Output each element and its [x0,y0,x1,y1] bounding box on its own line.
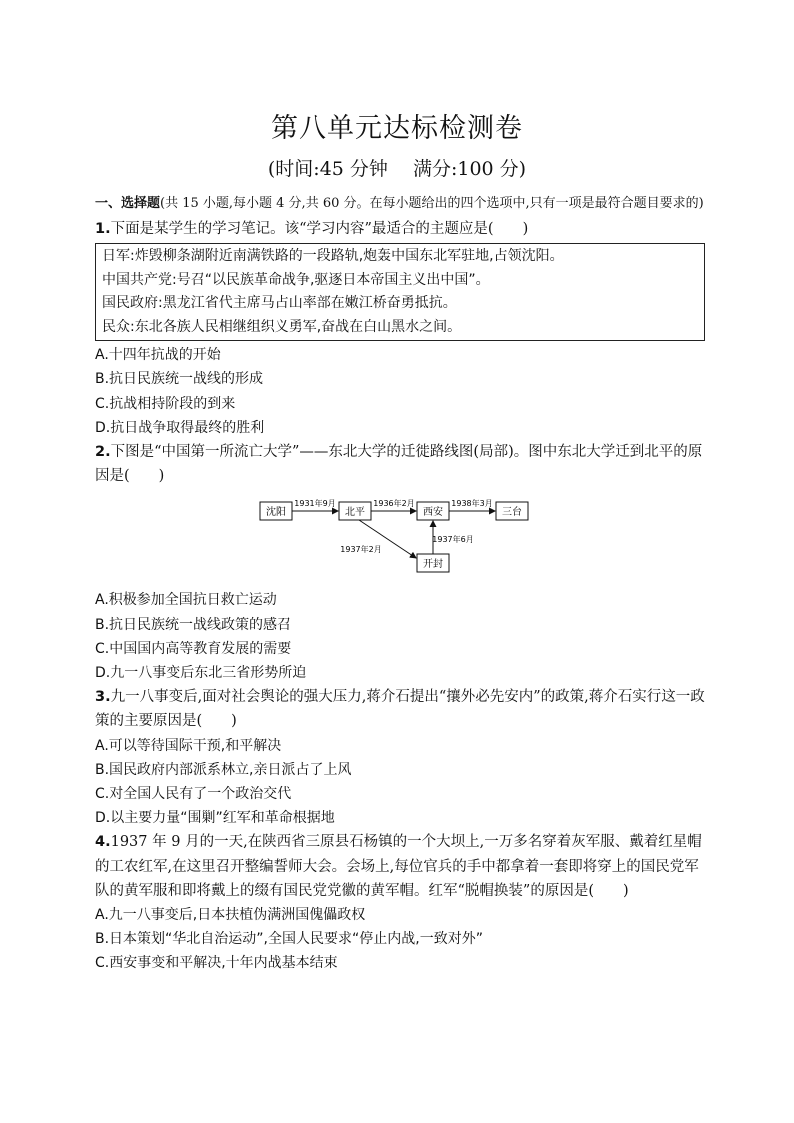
question-stem: 下面是某学生的学习笔记。该“学习内容”最适合的主题应是( ) [110,221,529,237]
note-line: 日军:炸毁柳条湖附近南满铁路的一段路轨,炮轰中国东北军驻地,占领沈阳。 [102,248,564,265]
option-a: A.积极参加全国抗日救亡运动 [95,592,277,609]
option-c: C.西安事变和平解决,十年内战基本结束 [95,955,338,972]
option-b: B.抗日民族统一战线政策的感召 [95,616,292,633]
option-d: D.抗日战争取得最终的胜利 [95,419,265,436]
city-node-kaifeng [417,554,449,572]
note-line: 中国共产党:号召“以民族革命战争,驱逐日本帝国主义出中国”。 [102,271,490,288]
city-node-beiping [339,502,371,520]
question-number: 4. [95,834,111,851]
question-number: 3. [95,689,111,706]
svg-text:西安: 西安 [423,507,443,519]
svg-text:沈阳: 沈阳 [266,507,286,519]
section-instructions: (共 15 小题,每小题 4 分,共 60 分。在每小题给出的四个选项中,只有一项是最符合题目要求的) [160,196,704,211]
exam-content [95,193,707,976]
question-3 [95,685,707,733]
question-stem: 1937 年 9 月的一天,在陕西省三原县石杨镇的一个大坝上,一万多名穿着灰军服、戴着红星帽的工农红军,在这里召开整编誓师大会。会场上,每位官兵的手中都拿着一套即将穿上的国民党军队的黄军服和即将戴上的缀有国民党党徽的黄军帽。红军“脱帽换装”的原因是( ) [95,834,702,899]
option-a: A.可以等待国际干预,和平解决 [95,737,282,754]
route-map-svg [255,492,535,576]
route-label: 1937年6月 [432,535,474,545]
question-stem: 下图是“中国第一所流亡大学”——东北大学的迁徙路线图(局部)。图中东北大学迁到北平的原因是( ) [95,444,703,485]
note-line: 民众:东北各族人民相继组织义勇军,奋战在白山黑水之间。 [102,318,462,335]
route-label: 1936年2月 [373,499,415,509]
route-label: 1937年2月 [340,545,382,555]
page-title: 第八单元达标检测卷 [271,113,523,144]
option-b: B.抗日民族统一战线的形成 [95,371,264,388]
question-4 [95,830,707,903]
route-label: 1931年9月 [294,499,336,509]
exam-subtitle: (时间:45 分钟 满分:100 分) [267,158,527,180]
option-c: C.对全国人民有了一个政治交代 [95,786,292,803]
city-node-xian [417,502,449,520]
svg-text:三台: 三台 [502,507,522,519]
option-c: C.中国国内高等教育发展的需要 [95,640,292,657]
option-c: C.抗战相持阶段的到来 [95,395,236,412]
section-label: 一、选择题 [95,196,161,211]
city-node-shenyang [260,502,292,520]
section-heading [95,193,707,215]
option-d: D.以主要力量“围剿”红军和革命根据地 [95,810,335,827]
note-line: 国民政府:黑龙江省代主席马占山率部在嫩江桥奋勇抵抗。 [102,295,457,312]
option-a: A.九一八事变后,日本扶植伪满洲国傀儡政权 [95,907,366,924]
option-d: D.九一八事变后东北三省形势所迫 [95,665,307,682]
svg-text:开封: 开封 [423,559,443,571]
question-1 [95,217,707,241]
question-number: 2. [95,444,111,461]
study-notes-box [95,243,705,341]
question-stem: 九一八事变后,面对社会舆论的强大压力,蒋介石提出“攘外必先安内”的政策,蒋介石实行这一政策的主要原因是( ) [95,689,705,730]
route-label: 1938年3月 [451,499,493,509]
option-b: B.国民政府内部派系林立,亲日派占了上风 [95,761,352,778]
svg-text:北平: 北平 [345,507,365,519]
question-2 [95,440,707,488]
migration-route-diagram [95,492,707,580]
city-node-santai [496,502,528,520]
question-number: 1. [95,221,111,237]
option-a: A.十四年抗战的开始 [95,347,221,364]
option-b: B.日本策划“华北自治运动”,全国人民要求“停止内战,一致对外” [95,931,483,948]
